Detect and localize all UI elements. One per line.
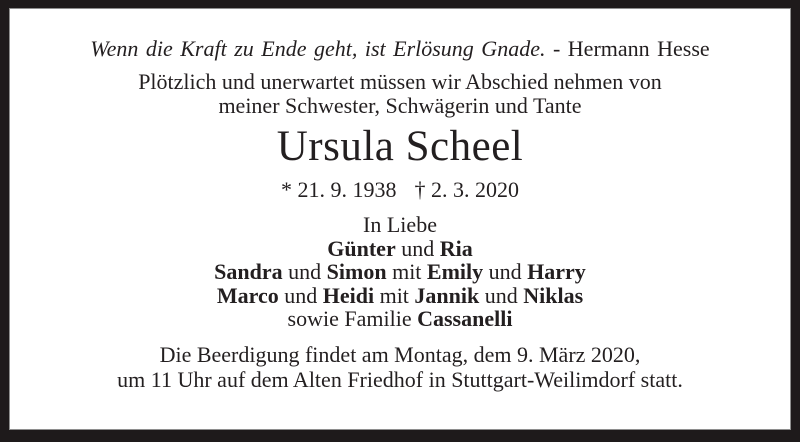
mourners-line-1	[10, 237, 790, 261]
connector-text: und	[395, 235, 440, 261]
connector-text: sowie Familie	[287, 306, 418, 331]
announcement-line-1: Plötzlich und unerwartet müssen wir Abschied nehmen von	[138, 69, 662, 94]
mourner-name: Simon	[326, 259, 387, 284]
funeral-line-1: Die Beerdigung findet am Montag, dem 9. März 2020,	[159, 341, 641, 367]
quote-text: Wenn die Kraft zu Ende geht, ist Erlösung Gnade.	[90, 36, 546, 61]
mourner-name: Niklas	[523, 282, 584, 308]
announcement	[10, 70, 790, 118]
connector-text: mit	[386, 259, 427, 284]
mourners-line-2	[10, 260, 790, 284]
mourner-name: Sandra	[214, 259, 283, 284]
funeral-info	[10, 342, 790, 393]
mourner-name: Marco	[216, 282, 279, 308]
mourner-name: Günter	[327, 235, 396, 261]
mourners-line-3	[10, 284, 790, 308]
deceased-name: Ursula Scheel	[276, 123, 524, 170]
life-dates	[10, 177, 790, 203]
connector-text: mit	[374, 282, 415, 308]
mourner-name: Cassanelli	[417, 306, 513, 331]
mourners-block	[10, 213, 790, 331]
connector-text: und	[483, 259, 528, 284]
mourner-name: Heidi	[322, 282, 375, 308]
connector-text: und	[282, 259, 327, 284]
closing-phrase: In Liebe	[363, 212, 437, 237]
mourners-line-4	[10, 307, 790, 331]
mourner-name: Harry	[527, 259, 586, 284]
death-date: † 2. 3. 2020	[414, 177, 519, 202]
mourner-name: Jannik	[414, 282, 480, 308]
birth-date: * 21. 9. 1938	[281, 177, 397, 202]
mourner-name: Ria	[439, 235, 473, 261]
announcement-line-2: meiner Schwester, Schwägerin und Tante	[218, 93, 582, 118]
funeral-line-2: um 11 Uhr auf dem Alten Friedhof in Stuttgart-Weilimdorf statt.	[117, 367, 683, 392]
obituary-notice	[10, 9, 790, 429]
connector-text: und	[278, 282, 323, 308]
mourner-name: Emily	[426, 259, 484, 284]
connector-text: und	[479, 282, 524, 308]
quote-author: - Hermann Hesse	[552, 36, 710, 61]
quote-line	[10, 37, 790, 61]
